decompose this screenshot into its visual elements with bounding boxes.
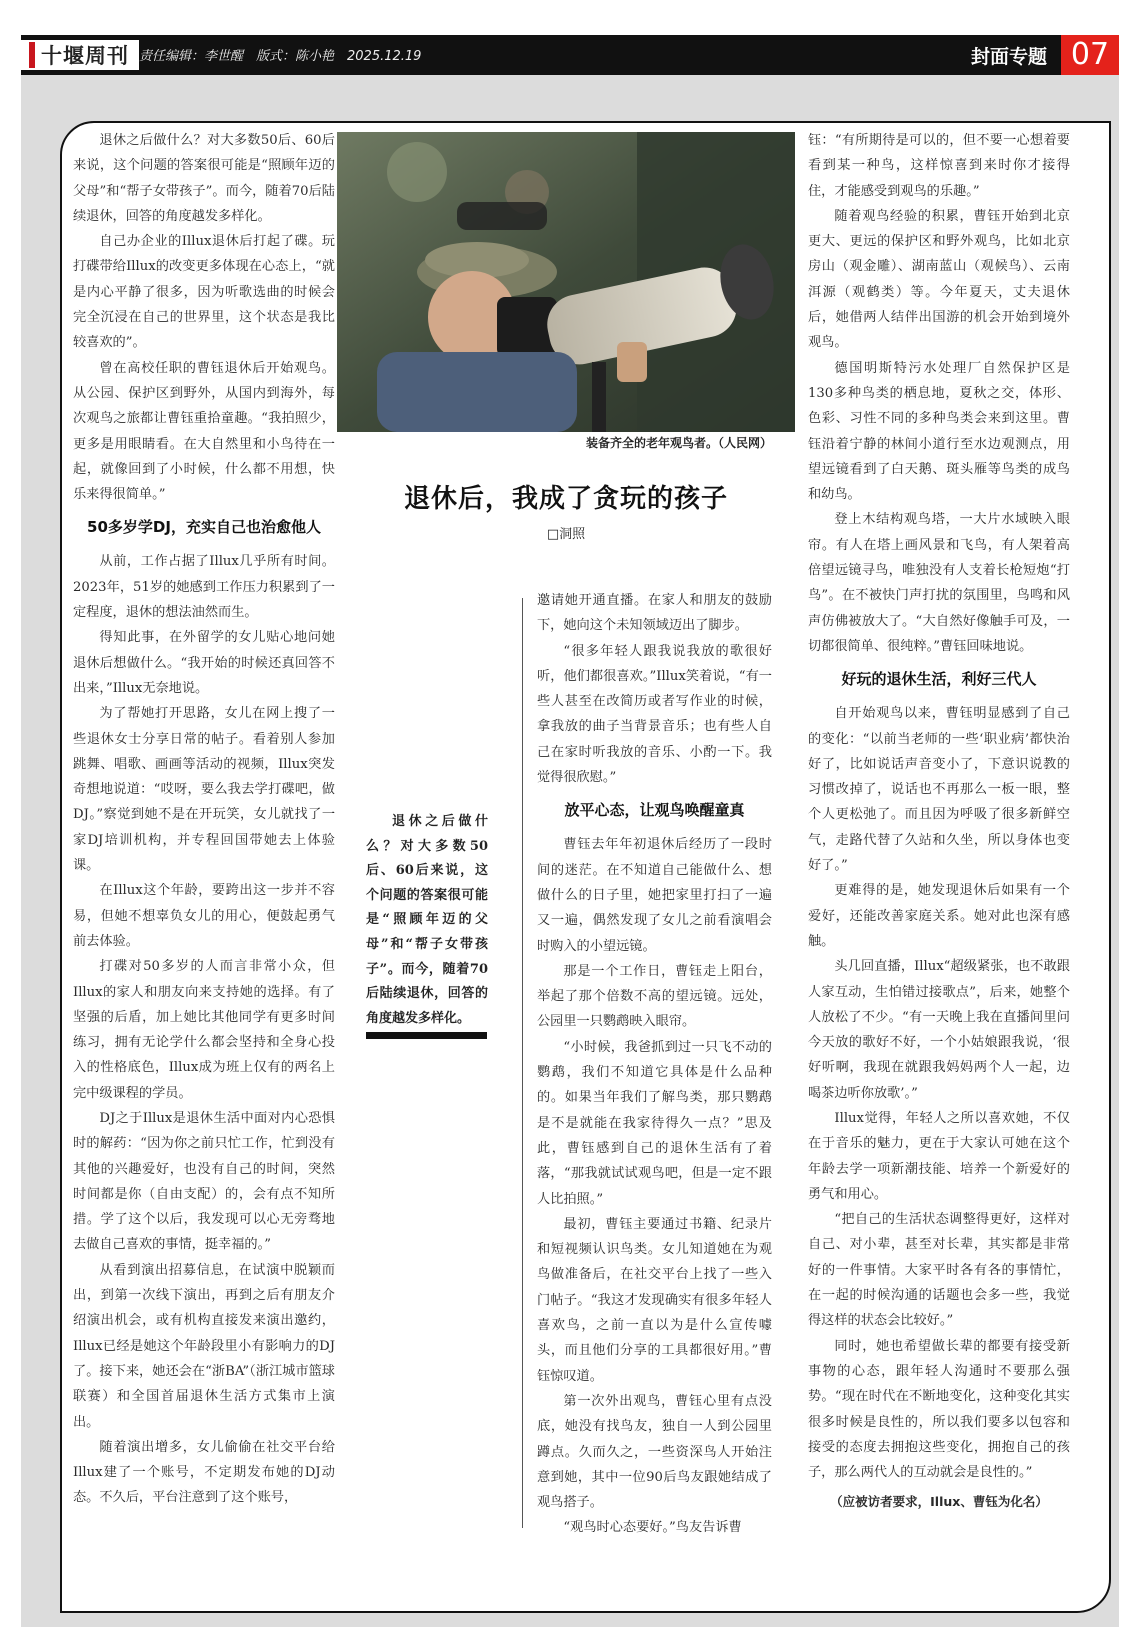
paragraph: 自开始观鸟以来，曹钰明显感到了自己的变化：“以前当老师的一些‘职业病’都快治好了，比如说话声音变小了，下意识说教的习惯改掉了，说话也不再那么一板一眼，整个人更松弛了。而且因为呼吸了很多新鲜空气，走路代替了久站和久坐，所以身体也变好了。” [808,706,1070,874]
paragraph: 从看到演出招募信息，在试演中脱颖而出，到第一次线下演出，再到之后有朋友介绍演出机会，或有机构直接发来演出邀约，Illux已经是她这个年龄段里小有影响力的DJ了。接下来，她还会在“浙BA”（浙江城市篮球联赛）和全国首届退休生活方式集市上演出。 [73,1262,335,1430]
paragraph: 那是一个工作日，曹钰走上阳台，举起了那个倍数不高的望远镜。远处，公园里一只鹦鹉映入眼帘。 [537,963,772,1030]
article-headline: 退休后，我成了贪玩的孩子 [403,484,728,514]
pull-quote: 退休之后做什么？对大多数50后、60后来说，这个问题的答案很可能是“照顾年迈的父母”和“帮子女带孩子”。而今，随着70后陆续退休，回答的角度越发多样化。 [366,814,488,1026]
subheading-three-generations: 好玩的退休生活，利好三代人 [841,670,1037,689]
paragraph: 随着观鸟经验的积累，曹钰开始到北京更大、更远的保护区和野外观鸟，比如北京房山（观金雕）、湖南蓝山（观候鸟）、云南洱源（观鹤类）等。今年夏天，丈夫退休后，她借两人结伴出国游的机会开始到境外观鸟。 [808,208,1070,351]
paragraph: 在Illux这个年龄，要跨出这一步并不容易，但她不想辜负女儿的用心，便鼓起勇气前去体验。 [73,883,335,949]
paragraph: “很多年轻人跟我说我放的歌很好听，他们都很喜欢。”Illux笑着说，“有一些人甚至在改简历或者写作业的时候，拿我放的曲子当背景音乐；也有些人自己在家时听我放的音乐、小酌一下。我觉得很欣慰。” [537,643,772,786]
paragraph: 曹钰去年年初退休后经历了一段时间的迷茫。在不知道自己能做什么、想做什么的日子里，她把家里打扫了一遍又一遍，偶然发现了女儿之前看演唱会时购入的小望远镜。 [537,837,772,954]
article-photo [337,132,795,432]
paragraph: 退休之后做什么？对大多数50后、60后来说，这个问题的答案很可能是“照顾年迈的父母”和“帮子女带孩子”。而今，随着70后陆续退休，回答的角度越发多样化。 [73,133,335,224]
paragraph: 登上木结构观鸟塔，一大片水域映入眼帘。有人在塔上画风景和飞鸟，有人架着高倍望远镜寻鸟，唯独没有人支着长枪短炮“打鸟”。在不被快门声打扰的氛围里，鸟鸣和风声仿佛被放大了。“大自然好像触手可及，一切都很简单、很纯粹。”曹钰回味地说。 [808,512,1070,654]
paragraph: 更难得的是，她发现退休后如果有一个爱好，还能改善家庭关系。她对此也深有感触。 [808,883,1070,949]
paragraph: DJ之于Illux是退休生活中面对内心恐惧时的解药：“因为你之前只忙工作，忙到没有其他的兴趣爱好，也没有自己的时间，突然时间都是你（自由支配）的，会有点不知所措。学了这个以后，我发现可以心无旁骛地去做自己喜欢的事情，挺幸福的。” [73,1110,335,1253]
pull-quote-rule [366,1032,487,1039]
paragraph: 钰：“有所期待是可以的，但不要一心想着要看到某一种鸟，这样惊喜到来时你才接得住，才能感受到观鸟的乐趣。” [808,133,1070,199]
paragraph: 第一次外出观鸟，曹钰心里有点没底，她没有找鸟友，独自一人到公园里蹲点。久而久之，一些资深鸟人开始注意到她，其中一位90后鸟友跟她结成了观鸟搭子。 [537,1393,772,1511]
logo-bar [29,42,35,68]
paragraph: 得知此事，在外留学的女儿贴心地问她退休后想做什么。“我开始的时候还真回答不出来，”Illux无奈地说。 [73,630,335,696]
column-divider [522,598,523,1528]
column-3 [537,588,772,1541]
paragraph: 从前，工作占据了Illux几乎所有时间。2023年，51岁的她感到工作压力积累到了一定程度，退休的想法油然而生。 [73,554,335,621]
column-1 [73,128,335,1511]
article-byline: □洞照 [546,527,586,542]
masthead-logo [21,40,139,70]
paragraph: 最初，曹钰主要通过书籍、纪录片和短视频认识鸟类。女儿知道她在为观鸟做准备后，在社交平台上找了一些入门帖子。“我这才发现确实有很多年轻人喜欢鸟，之前一直以为是什么宣传噱头，而且他们分享的工具都很好用。”曹钰惊叹道。 [537,1216,772,1384]
paragraph: 为了帮她打开思路，女儿在网上搜了一些退休女士分享日常的帖子。看着别人参加跳舞、唱歌、画画等活动的视频，Illux突发奇想地说道：“哎呀，要么我去学打碟吧，做DJ。”察觉到她不是在开玩笑，女儿就找了一家DJ培训机构，并专程回国带她去上体验课。 [73,706,335,874]
paragraph: 随着演出增多，女儿偷偷在社交平台给Illux建了一个账号，不定期发布她的DJ动态。不久后，平台注意到了这个账号， [73,1439,335,1506]
birdwatcher-photo-illustration [337,132,795,432]
page-number: 07 [1061,35,1119,75]
editor-credits: 责任编辑：李世醒 版式：陈小艳 2025.12.19 [139,49,422,64]
paragraph: 打碟对50多岁的人而言非常小众，但Illux的家人和朋友向来支持她的选择。有了坚强的后盾，加上她比其他同学有更多时间练习，拥有无论学什么都会坚持和全身心投入的性格底色，Illux成为班上仅有的两名上完中级课程的学员。 [73,959,335,1101]
paragraph: “把自己的生活状态调整得更好，这样对自己、对小辈，甚至对长辈，其实都是非常好的一件事情。大家平时各有各的事情忙，在一起的时候沟通的话题也会多一些，我觉得这样的状态会比较好。” [808,1212,1070,1329]
paper-title: 十堰周刊 [41,43,129,68]
subheading-dj: 50多岁学DJ，充实自己也治愈他人 [87,518,321,537]
paragraph: 曾在高校任职的曹钰退休后开始观鸟。从公园、保护区到野外，从国内到海外，每次观鸟之旅都让曹钰重拾童趣。“我拍照少，更多是用眼睛看。在大自然里和小鸟待在一起，就像回到了小时候，什么都不用想，快乐来得很简单。” [73,360,335,503]
paragraph: 头几回直播，Illux“超级紧张，也不敢跟人家互动，生怕错过接歌点”，后来，她整个人放松了不少。“有一天晚上我在直播间里问今天放的歌好不好，一个小姑娘跟我说，‘很好听啊，我现在就跟我妈妈两个人一起，边喝茶边听你放歌’。” [808,959,1070,1101]
paragraph: 自己办企业的Illux退休后打起了碟。玩打碟带给Illux的改变更多体现在心态上，“就是内心平静了很多，因为听歌选曲的时候会完全沉浸在自己的世界里，这个状态是我比较喜欢的”。 [73,234,335,351]
column-4 [808,128,1070,1515]
paragraph: Illux觉得，年轻人之所以喜欢她，不仅在于音乐的魅力，更在于大家认可她在这个年龄去学一项新潮技能、培养一个新爱好的勇气和用心。 [808,1110,1070,1202]
subheading-birdwatching: 放平心态，让观鸟唤醒童真 [564,801,745,820]
paragraph: 同时，她也希望做长辈的都要有接受新事物的心态，跟年轻人沟通时不要那么强势。“现在时代在不断地变化，这种变化其实很多时候是良性的，所以我们要多以包容和接受的态度去拥抱这些变化，拥抱自己的孩子，那么两代人的互动就会是良性的。” [808,1338,1070,1481]
paragraph: “观鸟时心态要好。”鸟友告诉曹 [563,1520,742,1536]
section-title: 封面专题 [970,46,1047,68]
paragraph: 德国明斯特污水处理厂自然保护区是130多种鸟类的栖息地，夏秋之交，体形、色彩、习性不同的多种鸟类会来到这里。曹钰沿着宁静的林间小道行至水边观测点，用望远镜看到了白天鹅、斑头雁等鸟类的成鸟和幼鸟。 [808,360,1070,503]
paragraph: 邀请她开通直播。在家人和朋友的鼓励下，她向这个未知领域迈出了脚步。 [537,593,772,634]
masthead [21,35,1119,75]
paragraph: “小时候，我爸抓到过一只飞不动的鹦鹉，我们不知道它具体是什么品种的。如果当年我们了解鸟类，那只鹦鹉是不是就能在我家待得久一点？”思及此，曹钰感到自己的退休生活有了着落，“那我就试试观鸟吧，但是一定不跟人比拍照。” [537,1039,772,1207]
photo-caption: 装备齐全的老年观鸟者。（人民网） [585,436,772,450]
pseudonym-note: （应被访者要求，Illux、曹钰为化名） [830,1494,1048,1510]
